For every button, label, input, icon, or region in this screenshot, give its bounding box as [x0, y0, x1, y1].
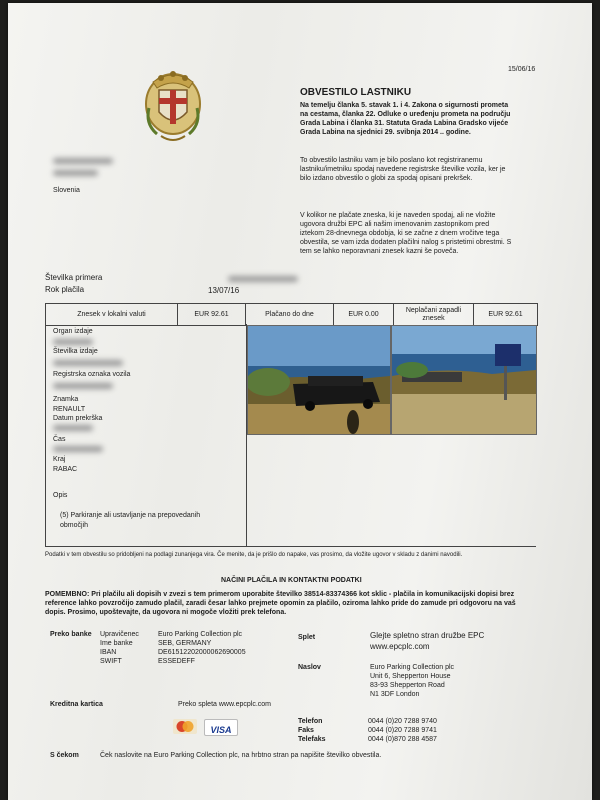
description-value: (5) Parkiranje ali ustavljanje na prepovedanih: [60, 512, 201, 519]
notice-heading: OBVESTILO LASTNIKU: [300, 87, 412, 98]
address-label: Naslov: [298, 664, 321, 671]
offence-date-label: Datum prekrška: [53, 415, 103, 422]
registration-redacted: [53, 383, 113, 389]
privacy-note: Podatki v tem obvestilu so pridobljeni na podlagi zunanjega vira. Če menite, da je prišlo do napake, vas prosimo, da vložite ugovor v skladu z danimi navodili.: [45, 552, 463, 558]
recipient-address-redacted: [53, 170, 98, 176]
phone-numbers: Telefon 0044 (0)20 7288 9740 Faks 0044 (0)20 7288 9741 Telefaks 0044 (0)870 288 4587: [298, 718, 437, 743]
place-value: RABAC: [53, 466, 78, 473]
case-number-redacted: [228, 276, 298, 282]
important-notice: POMEMBNO: Pri plačilu ali dopisih v zvezi s tem primerom uporabite številko 38514-83374366 kot sklic - plačila in komunikacijski dopisi brez reference lahko povzročijo zamudo plačil, zaradi česar lahko prejmete opomin za plačilo, oziroma lahko pride do zamude pri odgovoru na vaš dopis. Prosimo, upoštevajte, da ugovora ni mogoče vložiti prek telefona.: [45, 591, 516, 616]
issue-number-label: Številka izdaje: [53, 348, 98, 355]
case-number-label: Številka primera: [45, 273, 103, 282]
payment-heading: NAČINI PLAČILA IN KONTAKTNI PODATKI: [221, 577, 362, 584]
issue-number-redacted: [53, 360, 123, 366]
evidence-photo-1: [247, 325, 391, 435]
registration-label: Registrska oznaka vozila: [53, 371, 131, 378]
recipient-country: Slovenia: [53, 187, 80, 194]
web-link[interactable]: www.epcplc.com: [370, 642, 430, 651]
cheque-text: Ček naslovite na Euro Parking Collection plc, na hrbtno stran pa napišite številko obvestila.: [100, 752, 382, 759]
make-label: Znamka: [53, 396, 79, 403]
web-label: Splet: [298, 634, 316, 641]
bank-details: Upravičenec Euro Parking Collection plc Ime banke SEB, GERMANY IBAN DE61512202000062690005 SWIFT ESSEDEFF: [100, 631, 246, 665]
details-bottom-rule: [45, 546, 536, 547]
description-value-2: območjih: [60, 522, 89, 529]
labin-coat-of-arms-logo: [141, 68, 205, 146]
amounts-table-header: [45, 303, 538, 326]
make-value: RENAULT: [53, 406, 86, 413]
notice-document: [8, 3, 592, 800]
time-label: Čas: [53, 436, 66, 443]
due-date-label: Rok plačila: [45, 285, 85, 294]
cheque-label: S čekom: [50, 752, 79, 759]
intro-paragraph: To obvestilo lastniku vam je bilo poslano kot registriranemu lastniku/imetniku spodaj navedene registrske številke vozila, ker je bilo izdano obvestilo o globi za spodaj opisani prekršek.: [300, 157, 506, 182]
paid-label: Plačano do dne: [246, 304, 334, 325]
issuing-authority-label: Organ izdaje: [53, 328, 93, 335]
offence-date-redacted: [53, 425, 93, 431]
outstanding-label: Neplačani zapadli znesek: [394, 304, 474, 325]
time-redacted: [53, 446, 103, 452]
web-info: Glejte spletno stran družbe EPC www.epcplc.com: [370, 631, 485, 651]
place-label: Kraj: [53, 456, 66, 463]
due-date-value: 13/07/16: [208, 286, 240, 295]
warning-paragraph: V kolikor ne plačate zneska, ki je naveden spodaj, ali ne vložite ugovora družbi EPC ali našim imenovanim zastopnikom pred iztekom 28-dnevnega obdobja, ki se začne z dnem vročitve tega obvestila, se vam izda dodaten plačilni nalog s pristetimi obrestmi. S tem se lahko neporavnani znesek kazni še poveča.: [300, 212, 512, 255]
local-amount-label: Znesek v lokalni valuti: [46, 304, 178, 325]
description-label: Opis: [53, 492, 68, 499]
credit-card-text: Preko spleta www.epcplc.com: [178, 701, 271, 708]
credit-card-label: Kreditna kartica: [50, 701, 103, 708]
local-amount-value: EUR 92.61: [178, 304, 246, 325]
address-lines: Euro Parking Collection plc Unit 6, Shepperton House 83-93 Shepperton Road N1 3DF London: [370, 664, 455, 698]
issuing-authority-redacted: [53, 339, 93, 345]
visa-icon: VISA: [204, 719, 238, 736]
outstanding-value: EUR 92.61: [488, 310, 523, 318]
notice-date: 15/06/16: [508, 66, 536, 73]
evidence-photo-2: [391, 325, 537, 435]
legal-basis: Na temelju članka 5. stavak 1. i 4. Zakona o sigurnosti prometa na cestama, članka 22. Odluke o uređenju prometa na području Grada Labina i članka 31. Statuta Grada Labina Gradsko vijeće Grada Labina na sjednici 29. svibnja 2014 .. godine.: [300, 102, 511, 136]
mastercard-icon: [173, 719, 197, 734]
paid-value: EUR 0.00: [334, 304, 394, 325]
bank-label: Preko banke: [50, 631, 92, 638]
recipient-name-redacted: [53, 158, 113, 164]
